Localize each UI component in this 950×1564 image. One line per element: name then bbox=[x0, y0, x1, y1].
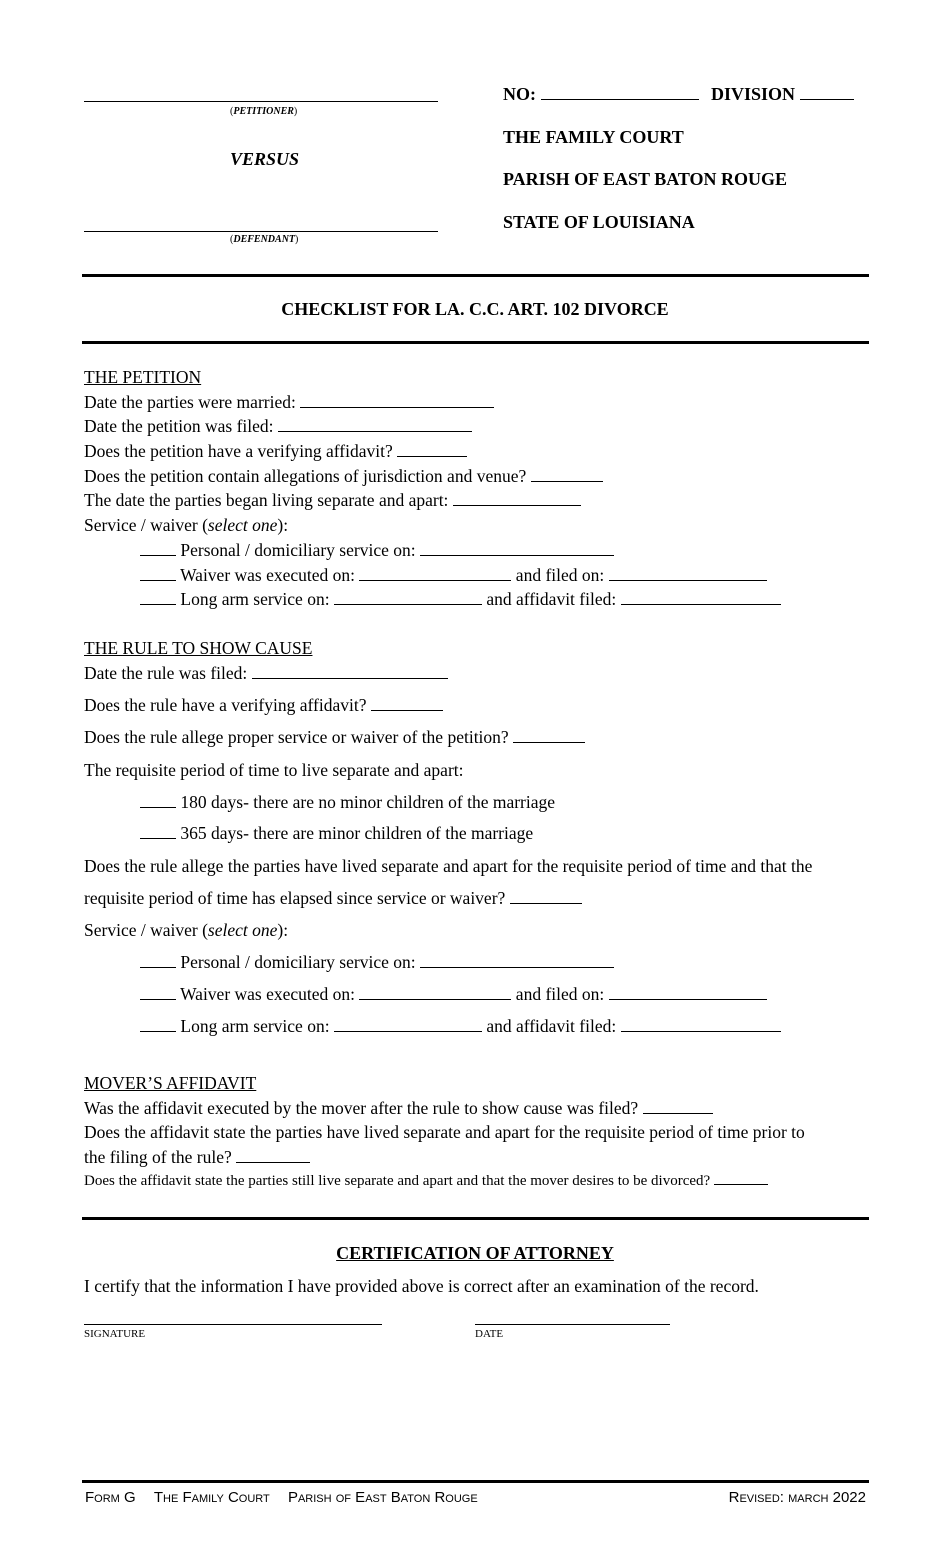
petition-married-row: Date the parties were married: bbox=[84, 392, 494, 413]
married-date-field[interactable] bbox=[300, 406, 494, 408]
petition-longarm-affidavit-date[interactable] bbox=[621, 603, 781, 605]
petitioner-caption: (PETITIONER) bbox=[230, 106, 298, 117]
mover-still-row: Does the affidavit state the parties still live separate and apart and that the mover desires to be divorced? bbox=[84, 1173, 768, 1190]
mover-requisite-field[interactable] bbox=[236, 1161, 310, 1163]
defendant-line[interactable] bbox=[84, 231, 438, 232]
certification-heading: CERTIFICATION OF ATTORNEY bbox=[336, 1243, 614, 1263]
petition-waiver-check[interactable] bbox=[140, 579, 176, 581]
no-label: NO: bbox=[503, 84, 536, 104]
signature-line[interactable] bbox=[84, 1324, 382, 1325]
rule-waiver-executed-date[interactable] bbox=[359, 998, 511, 1000]
divider-top bbox=[82, 274, 869, 277]
mover-heading: MOVER’S AFFIDAVIT bbox=[84, 1073, 257, 1093]
rule-waiver-check[interactable] bbox=[140, 998, 176, 1000]
footer-form: Form G bbox=[85, 1489, 136, 1506]
rule-waiver-row: Waiver was executed on: and filed on: bbox=[140, 984, 767, 1005]
rule-365-check[interactable] bbox=[140, 837, 176, 839]
mover-still-field[interactable] bbox=[714, 1183, 768, 1185]
petition-personal-check[interactable] bbox=[140, 554, 176, 556]
case-number-row bbox=[503, 84, 854, 105]
footer-court: The Family Court bbox=[153, 1489, 270, 1506]
rule-180-row: 180 days- there are no minor children of the marriage bbox=[140, 792, 555, 813]
rule-longarm-row: Long arm service on: and affidavit filed: bbox=[140, 1016, 781, 1037]
divider-title-bottom bbox=[82, 341, 869, 344]
defendant-caption: (DEFENDANT) bbox=[230, 234, 299, 245]
footer-left bbox=[85, 1489, 478, 1506]
rule-personal-date[interactable] bbox=[420, 966, 614, 968]
petition-separate-field[interactable] bbox=[453, 504, 581, 506]
versus-label: VERSUS bbox=[230, 149, 300, 169]
divider-certification bbox=[82, 1217, 869, 1220]
petition-filed-row: Date the petition was filed: bbox=[84, 416, 472, 437]
mover-requisite-line-1: Does the affidavit state the parties have lived separate and apart for the requisite period of time prior to bbox=[84, 1122, 805, 1142]
petition-separate-row: The date the parties began living separate and apart: bbox=[84, 490, 581, 511]
rule-personal-check[interactable] bbox=[140, 966, 176, 968]
rule-personal-row: Personal / domiciliary service on: bbox=[140, 952, 614, 973]
court-name: THE FAMILY COURT bbox=[503, 127, 684, 147]
petition-longarm-row: Long arm service on: and affidavit filed: bbox=[140, 589, 781, 610]
rule-elapsed-line-2: requisite period of time has elapsed since service or waiver? bbox=[84, 888, 582, 909]
petition-waiver-row: Waiver was executed on: and filed on: bbox=[140, 565, 767, 586]
petition-filed-field[interactable] bbox=[278, 430, 472, 432]
rule-elapsed-line-1: Does the rule allege the parties have lived separate and apart for the requisite period of time and that the bbox=[84, 856, 813, 876]
petition-personal-date[interactable] bbox=[420, 554, 614, 556]
petitioner-line[interactable] bbox=[84, 101, 438, 102]
mover-requisite-line-2: the filing of the rule? bbox=[84, 1147, 310, 1168]
rule-service-row: Does the rule allege proper service or waiver of the petition? bbox=[84, 727, 585, 748]
petition-affidavit-field[interactable] bbox=[397, 455, 467, 457]
certification-statement: I certify that the information I have provided above is correct after an examination of the record. bbox=[84, 1276, 759, 1296]
signature-label: SIGNATURE bbox=[84, 1328, 146, 1340]
rule-affidavit-row: Does the rule have a verifying affidavit? bbox=[84, 695, 443, 716]
rule-service-select-row: Service / waiver (select one): bbox=[84, 920, 289, 940]
petition-longarm-date[interactable] bbox=[334, 603, 482, 605]
rule-waiver-filed-date[interactable] bbox=[609, 998, 767, 1000]
division-field[interactable] bbox=[800, 98, 854, 100]
petition-affidavit-row: Does the petition have a verifying affidavit? bbox=[84, 441, 467, 462]
mover-executed-field[interactable] bbox=[643, 1112, 713, 1114]
rule-heading: THE RULE TO SHOW CAUSE bbox=[84, 638, 313, 658]
footer-parish: Parish of East Baton Rouge bbox=[287, 1489, 478, 1506]
rule-affidavit-field[interactable] bbox=[371, 709, 443, 711]
date-label: DATE bbox=[475, 1328, 504, 1340]
footer-divider bbox=[82, 1480, 869, 1483]
rule-elapsed-field[interactable] bbox=[510, 902, 582, 904]
document-title: CHECKLIST FOR LA. C.C. ART. 102 DIVORCE bbox=[281, 299, 669, 319]
rule-longarm-check[interactable] bbox=[140, 1030, 176, 1032]
petition-waiver-executed-date[interactable] bbox=[359, 579, 511, 581]
rule-longarm-affidavit-date[interactable] bbox=[621, 1030, 781, 1032]
state-name: STATE OF LOUISIANA bbox=[503, 212, 695, 232]
rule-180-check[interactable] bbox=[140, 806, 176, 808]
petition-jurisdiction-field[interactable] bbox=[531, 480, 603, 482]
petition-waiver-filed-date[interactable] bbox=[609, 579, 767, 581]
parish-name: PARISH OF EAST BATON ROUGE bbox=[503, 169, 788, 189]
rule-longarm-date[interactable] bbox=[334, 1030, 482, 1032]
rule-365-row: 365 days- there are minor children of the marriage bbox=[140, 823, 533, 844]
footer-revised: Revised: march 2022 bbox=[728, 1489, 866, 1506]
petition-service-row: Service / waiver (select one): bbox=[84, 515, 289, 535]
mover-executed-row: Was the affidavit executed by the mover after the rule to show cause was filed? bbox=[84, 1098, 713, 1119]
rule-filed-row: Date the rule was filed: bbox=[84, 663, 448, 684]
petition-longarm-check[interactable] bbox=[140, 603, 176, 605]
case-number-field[interactable] bbox=[541, 98, 699, 100]
division-label: DIVISION bbox=[711, 84, 796, 104]
date-line[interactable] bbox=[475, 1324, 670, 1325]
petition-heading: THE PETITION bbox=[84, 367, 202, 387]
rule-period-row: The requisite period of time to live separate and apart: bbox=[84, 760, 464, 780]
rule-service-field[interactable] bbox=[513, 741, 585, 743]
rule-filed-field[interactable] bbox=[252, 677, 448, 679]
petition-jurisdiction-row: Does the petition contain allegations of jurisdiction and venue? bbox=[84, 466, 603, 487]
petition-personal-row: Personal / domiciliary service on: bbox=[140, 540, 614, 561]
